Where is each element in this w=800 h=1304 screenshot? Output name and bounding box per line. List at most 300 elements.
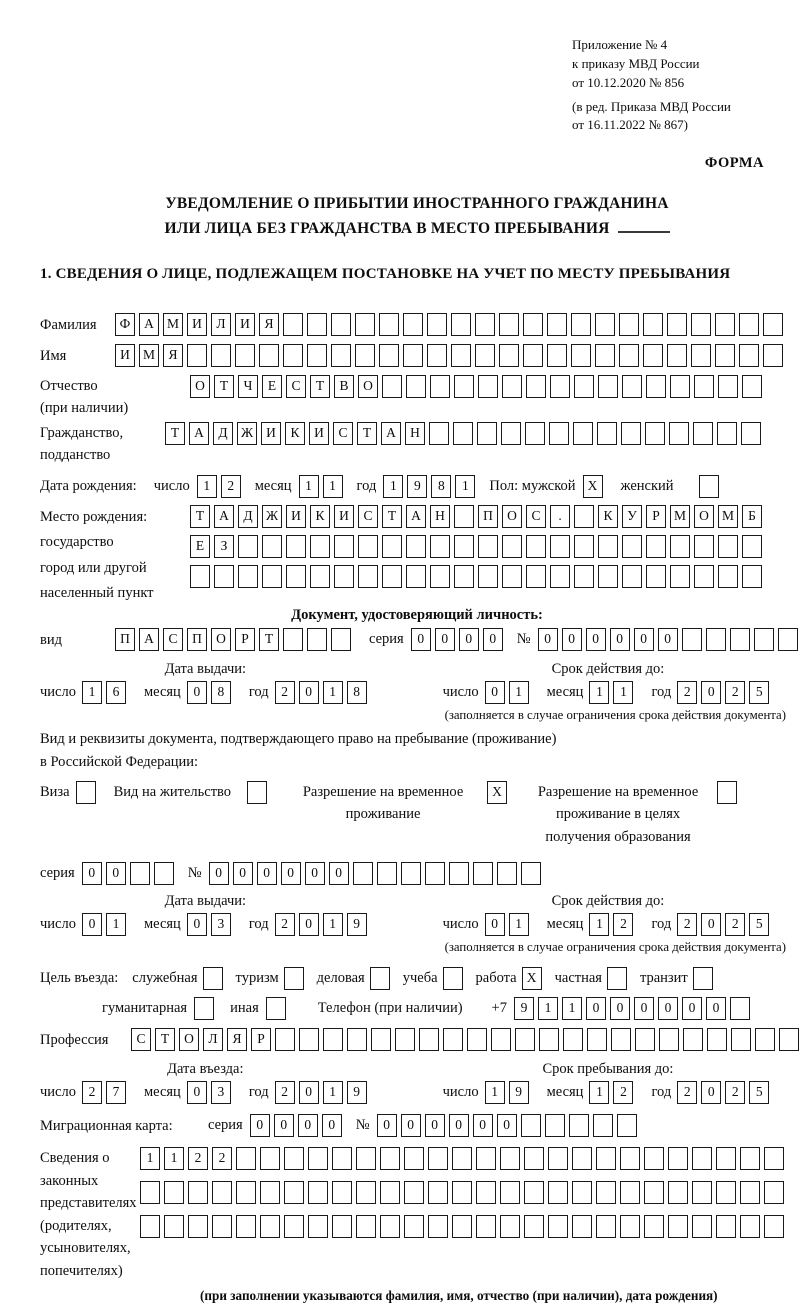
char-box[interactable] — [154, 862, 174, 885]
char-box[interactable]: Я — [163, 344, 183, 367]
char-box[interactable] — [521, 1114, 541, 1137]
char-box[interactable]: 1 — [589, 1081, 609, 1104]
char-box[interactable] — [451, 344, 471, 367]
char-box[interactable] — [358, 535, 378, 558]
char-box[interactable]: О — [211, 628, 231, 651]
char-box[interactable]: 0 — [634, 628, 654, 651]
char-box[interactable] — [308, 1215, 328, 1238]
char-box[interactable] — [741, 422, 761, 445]
char-box[interactable] — [659, 1028, 679, 1051]
char-box[interactable] — [621, 422, 641, 445]
char-box[interactable] — [524, 1181, 544, 1204]
char-box[interactable]: К — [598, 505, 618, 528]
char-box[interactable] — [617, 1114, 637, 1137]
char-box[interactable]: С — [131, 1028, 151, 1051]
char-box[interactable] — [476, 1215, 496, 1238]
char-box[interactable] — [283, 313, 303, 336]
char-box[interactable] — [718, 565, 738, 588]
char-box[interactable] — [382, 535, 402, 558]
char-box[interactable]: 2 — [275, 913, 295, 936]
char-box[interactable]: 0 — [209, 862, 229, 885]
char-box[interactable] — [717, 781, 737, 804]
char-box[interactable] — [260, 1181, 280, 1204]
char-box[interactable]: П — [187, 628, 207, 651]
char-box[interactable]: 2 — [613, 913, 633, 936]
char-box[interactable] — [706, 628, 726, 651]
char-box[interactable] — [284, 1181, 304, 1204]
char-box[interactable] — [382, 565, 402, 588]
char-box[interactable]: X — [583, 475, 603, 498]
char-box[interactable] — [188, 1215, 208, 1238]
char-box[interactable] — [140, 1215, 160, 1238]
char-box[interactable] — [380, 1215, 400, 1238]
char-box[interactable] — [524, 1215, 544, 1238]
char-box[interactable]: Т — [382, 505, 402, 528]
char-box[interactable]: 9 — [514, 997, 534, 1020]
char-box[interactable]: 0 — [682, 997, 702, 1020]
char-box[interactable]: 1 — [106, 913, 126, 936]
char-box[interactable]: 1 — [383, 475, 403, 498]
char-box[interactable]: X — [522, 967, 542, 990]
char-box[interactable] — [548, 1215, 568, 1238]
char-box[interactable] — [478, 535, 498, 558]
char-box[interactable]: П — [115, 628, 135, 651]
char-box[interactable] — [430, 535, 450, 558]
char-box[interactable] — [194, 997, 214, 1020]
char-box[interactable] — [308, 1181, 328, 1204]
char-box[interactable] — [454, 505, 474, 528]
char-box[interactable]: А — [139, 628, 159, 651]
char-box[interactable]: Л — [203, 1028, 223, 1051]
char-box[interactable]: 3 — [211, 913, 231, 936]
char-box[interactable] — [310, 535, 330, 558]
char-box[interactable] — [212, 1181, 232, 1204]
char-box[interactable]: 1 — [140, 1147, 160, 1170]
char-box[interactable]: 0 — [449, 1114, 469, 1137]
char-box[interactable]: С — [286, 375, 306, 398]
char-box[interactable] — [502, 565, 522, 588]
char-box[interactable]: 0 — [377, 1114, 397, 1137]
char-box[interactable]: С — [333, 422, 353, 445]
char-box[interactable]: 0 — [298, 1114, 318, 1137]
char-box[interactable]: 0 — [459, 628, 479, 651]
char-box[interactable]: Д — [238, 505, 258, 528]
char-box[interactable]: А — [139, 313, 159, 336]
char-box[interactable] — [454, 565, 474, 588]
char-box[interactable] — [428, 1215, 448, 1238]
char-box[interactable] — [692, 1181, 712, 1204]
char-box[interactable]: 1 — [589, 913, 609, 936]
char-box[interactable] — [334, 535, 354, 558]
char-box[interactable] — [668, 1215, 688, 1238]
char-box[interactable] — [429, 422, 449, 445]
char-box[interactable] — [539, 1028, 559, 1051]
char-box[interactable]: 0 — [106, 862, 126, 885]
char-box[interactable]: 0 — [257, 862, 277, 885]
char-box[interactable]: 9 — [509, 1081, 529, 1104]
char-box[interactable]: 1 — [509, 913, 529, 936]
char-box[interactable] — [476, 1181, 496, 1204]
char-box[interactable] — [502, 375, 522, 398]
char-box[interactable]: 0 — [562, 628, 582, 651]
char-box[interactable] — [574, 505, 594, 528]
char-box[interactable] — [500, 1181, 520, 1204]
char-box[interactable] — [607, 967, 627, 990]
char-box[interactable]: Ж — [237, 422, 257, 445]
char-box[interactable] — [404, 1215, 424, 1238]
char-box[interactable] — [478, 565, 498, 588]
char-box[interactable] — [569, 1114, 589, 1137]
char-box[interactable]: О — [502, 505, 522, 528]
char-box[interactable] — [499, 313, 519, 336]
char-box[interactable]: 5 — [749, 681, 769, 704]
char-box[interactable] — [451, 313, 471, 336]
char-box[interactable]: 2 — [221, 475, 241, 498]
char-box[interactable] — [238, 565, 258, 588]
char-box[interactable] — [523, 344, 543, 367]
char-box[interactable] — [286, 535, 306, 558]
char-box[interactable] — [356, 1215, 376, 1238]
char-box[interactable] — [620, 1147, 640, 1170]
char-box[interactable] — [597, 422, 617, 445]
char-box[interactable] — [236, 1147, 256, 1170]
char-box[interactable] — [406, 535, 426, 558]
char-box[interactable]: О — [358, 375, 378, 398]
char-box[interactable]: 1 — [197, 475, 217, 498]
char-box[interactable]: С — [526, 505, 546, 528]
char-box[interactable] — [443, 967, 463, 990]
char-box[interactable] — [526, 565, 546, 588]
char-box[interactable]: 0 — [299, 681, 319, 704]
char-box[interactable] — [454, 375, 474, 398]
char-box[interactable]: Е — [262, 375, 282, 398]
char-box[interactable]: 1 — [485, 1081, 505, 1104]
char-box[interactable]: 0 — [305, 862, 325, 885]
char-box[interactable] — [211, 344, 231, 367]
char-box[interactable] — [331, 344, 351, 367]
char-box[interactable] — [501, 422, 521, 445]
char-box[interactable] — [693, 967, 713, 990]
char-box[interactable] — [644, 1147, 664, 1170]
char-box[interactable] — [643, 344, 663, 367]
char-box[interactable] — [497, 862, 517, 885]
char-box[interactable] — [595, 344, 615, 367]
char-box[interactable] — [694, 535, 714, 558]
char-box[interactable]: 2 — [212, 1147, 232, 1170]
char-box[interactable]: 1 — [589, 681, 609, 704]
char-box[interactable] — [428, 1181, 448, 1204]
char-box[interactable]: 1 — [613, 681, 633, 704]
char-box[interactable] — [526, 375, 546, 398]
char-box[interactable] — [740, 1181, 760, 1204]
char-box[interactable] — [236, 1181, 256, 1204]
char-box[interactable] — [307, 313, 327, 336]
char-box[interactable] — [571, 313, 591, 336]
char-box[interactable] — [453, 422, 473, 445]
char-box[interactable] — [547, 344, 567, 367]
char-box[interactable]: Д — [213, 422, 233, 445]
char-box[interactable]: 0 — [425, 1114, 445, 1137]
char-box[interactable]: 0 — [473, 1114, 493, 1137]
char-box[interactable] — [730, 628, 750, 651]
char-box[interactable] — [754, 628, 774, 651]
char-box[interactable]: 1 — [562, 997, 582, 1020]
char-box[interactable]: 0 — [586, 997, 606, 1020]
char-box[interactable]: 1 — [538, 997, 558, 1020]
char-box[interactable] — [307, 628, 327, 651]
char-box[interactable]: 0 — [701, 913, 721, 936]
char-box[interactable] — [596, 1181, 616, 1204]
char-box[interactable] — [331, 313, 351, 336]
char-box[interactable] — [778, 628, 798, 651]
char-box[interactable]: Ф — [115, 313, 135, 336]
char-box[interactable]: И — [261, 422, 281, 445]
char-box[interactable] — [331, 628, 351, 651]
char-box[interactable] — [452, 1147, 472, 1170]
char-box[interactable] — [764, 1181, 784, 1204]
char-box[interactable] — [620, 1215, 640, 1238]
char-box[interactable] — [611, 1028, 631, 1051]
char-box[interactable]: З — [214, 535, 234, 558]
char-box[interactable] — [550, 565, 570, 588]
char-box[interactable] — [526, 535, 546, 558]
char-box[interactable]: 0 — [610, 997, 630, 1020]
char-box[interactable]: 2 — [613, 1081, 633, 1104]
char-box[interactable] — [646, 535, 666, 558]
char-box[interactable] — [284, 967, 304, 990]
char-box[interactable] — [499, 344, 519, 367]
char-box[interactable]: И — [115, 344, 135, 367]
char-box[interactable]: 8 — [347, 681, 367, 704]
char-box[interactable] — [622, 535, 642, 558]
char-box[interactable] — [473, 862, 493, 885]
char-box[interactable]: . — [550, 505, 570, 528]
char-box[interactable]: М — [670, 505, 690, 528]
char-box[interactable] — [262, 535, 282, 558]
char-box[interactable]: 9 — [347, 1081, 367, 1104]
char-box[interactable]: 0 — [187, 681, 207, 704]
char-box[interactable]: 1 — [82, 681, 102, 704]
char-box[interactable] — [668, 1181, 688, 1204]
char-box[interactable] — [310, 565, 330, 588]
char-box[interactable] — [500, 1215, 520, 1238]
char-box[interactable] — [370, 967, 390, 990]
char-box[interactable]: 5 — [749, 913, 769, 936]
char-box[interactable]: 0 — [485, 681, 505, 704]
char-box[interactable] — [694, 565, 714, 588]
char-box[interactable] — [347, 1028, 367, 1051]
char-box[interactable] — [332, 1215, 352, 1238]
char-box[interactable] — [403, 344, 423, 367]
char-box[interactable] — [598, 565, 618, 588]
char-box[interactable] — [683, 1028, 703, 1051]
char-box[interactable]: 2 — [82, 1081, 102, 1104]
char-box[interactable] — [691, 313, 711, 336]
char-box[interactable] — [699, 475, 719, 498]
char-box[interactable] — [547, 313, 567, 336]
char-box[interactable] — [572, 1181, 592, 1204]
char-box[interactable] — [731, 1028, 751, 1051]
char-box[interactable] — [356, 1147, 376, 1170]
char-box[interactable]: 0 — [187, 1081, 207, 1104]
char-box[interactable] — [669, 422, 689, 445]
char-box[interactable] — [764, 1147, 784, 1170]
char-box[interactable] — [670, 375, 690, 398]
char-box[interactable]: Н — [430, 505, 450, 528]
char-box[interactable] — [130, 862, 150, 885]
char-box[interactable]: И — [309, 422, 329, 445]
char-box[interactable] — [371, 1028, 391, 1051]
char-box[interactable] — [425, 862, 445, 885]
char-box[interactable]: 9 — [407, 475, 427, 498]
char-box[interactable] — [668, 1147, 688, 1170]
char-box[interactable] — [763, 313, 783, 336]
char-box[interactable]: 0 — [299, 1081, 319, 1104]
char-box[interactable]: 2 — [188, 1147, 208, 1170]
char-box[interactable]: Л — [211, 313, 231, 336]
char-box[interactable] — [717, 422, 737, 445]
char-box[interactable] — [644, 1215, 664, 1238]
char-box[interactable]: 0 — [483, 628, 503, 651]
char-box[interactable]: Р — [235, 628, 255, 651]
char-box[interactable] — [164, 1215, 184, 1238]
char-box[interactable] — [622, 565, 642, 588]
char-box[interactable] — [353, 862, 373, 885]
char-box[interactable] — [715, 313, 735, 336]
char-box[interactable] — [739, 313, 759, 336]
char-box[interactable] — [693, 422, 713, 445]
char-box[interactable] — [670, 535, 690, 558]
char-box[interactable] — [260, 1147, 280, 1170]
char-box[interactable]: 0 — [299, 913, 319, 936]
char-box[interactable] — [475, 344, 495, 367]
char-box[interactable] — [635, 1028, 655, 1051]
char-box[interactable] — [395, 1028, 415, 1051]
char-box[interactable]: У — [622, 505, 642, 528]
char-box[interactable]: И — [187, 313, 207, 336]
char-box[interactable] — [308, 1147, 328, 1170]
char-box[interactable]: И — [286, 505, 306, 528]
char-box[interactable]: 1 — [323, 913, 343, 936]
char-box[interactable] — [377, 862, 397, 885]
char-box[interactable] — [563, 1028, 583, 1051]
char-box[interactable] — [548, 1147, 568, 1170]
char-box[interactable]: Т — [214, 375, 234, 398]
char-box[interactable] — [718, 375, 738, 398]
char-box[interactable] — [467, 1028, 487, 1051]
char-box[interactable] — [380, 1181, 400, 1204]
title-blank-underline[interactable] — [618, 219, 670, 233]
char-box[interactable] — [574, 375, 594, 398]
char-box[interactable] — [452, 1215, 472, 1238]
char-box[interactable]: 0 — [274, 1114, 294, 1137]
char-box[interactable] — [523, 313, 543, 336]
char-box[interactable] — [742, 535, 762, 558]
char-box[interactable] — [596, 1147, 616, 1170]
char-box[interactable]: 1 — [455, 475, 475, 498]
char-box[interactable]: Н — [405, 422, 425, 445]
char-box[interactable]: Т — [357, 422, 377, 445]
char-box[interactable] — [491, 1028, 511, 1051]
char-box[interactable] — [646, 565, 666, 588]
char-box[interactable]: 0 — [497, 1114, 517, 1137]
char-box[interactable]: 0 — [634, 997, 654, 1020]
char-box[interactable] — [571, 344, 591, 367]
char-box[interactable] — [404, 1181, 424, 1204]
char-box[interactable] — [691, 344, 711, 367]
char-box[interactable] — [587, 1028, 607, 1051]
char-box[interactable]: 2 — [275, 681, 295, 704]
char-box[interactable] — [549, 422, 569, 445]
char-box[interactable] — [430, 375, 450, 398]
char-box[interactable] — [203, 967, 223, 990]
char-box[interactable] — [670, 565, 690, 588]
char-box[interactable] — [692, 1215, 712, 1238]
char-box[interactable] — [427, 313, 447, 336]
char-box[interactable]: Я — [227, 1028, 247, 1051]
char-box[interactable]: А — [406, 505, 426, 528]
char-box[interactable] — [667, 313, 687, 336]
char-box[interactable] — [401, 862, 421, 885]
char-box[interactable] — [646, 375, 666, 398]
char-box[interactable]: О — [694, 505, 714, 528]
char-box[interactable] — [550, 375, 570, 398]
char-box[interactable] — [275, 1028, 295, 1051]
char-box[interactable] — [716, 1147, 736, 1170]
char-box[interactable] — [755, 1028, 775, 1051]
char-box[interactable]: 9 — [347, 913, 367, 936]
char-box[interactable]: 2 — [725, 913, 745, 936]
char-box[interactable]: 0 — [329, 862, 349, 885]
char-box[interactable] — [164, 1181, 184, 1204]
char-box[interactable]: Т — [310, 375, 330, 398]
char-box[interactable]: 0 — [322, 1114, 342, 1137]
char-box[interactable]: М — [718, 505, 738, 528]
char-box[interactable] — [574, 535, 594, 558]
char-box[interactable]: С — [163, 628, 183, 651]
char-box[interactable] — [475, 313, 495, 336]
char-box[interactable]: М — [163, 313, 183, 336]
char-box[interactable] — [742, 375, 762, 398]
char-box[interactable] — [548, 1181, 568, 1204]
char-box[interactable]: А — [189, 422, 209, 445]
char-box[interactable] — [572, 1147, 592, 1170]
char-box[interactable] — [730, 997, 750, 1020]
char-box[interactable] — [356, 1181, 376, 1204]
char-box[interactable] — [476, 1147, 496, 1170]
char-box[interactable]: 0 — [610, 628, 630, 651]
char-box[interactable] — [323, 1028, 343, 1051]
char-box[interactable]: Т — [165, 422, 185, 445]
char-box[interactable]: И — [334, 505, 354, 528]
char-box[interactable] — [718, 535, 738, 558]
char-box[interactable] — [419, 1028, 439, 1051]
char-box[interactable]: 1 — [323, 475, 343, 498]
char-box[interactable] — [284, 1215, 304, 1238]
char-box[interactable] — [307, 344, 327, 367]
char-box[interactable]: 0 — [233, 862, 253, 885]
char-box[interactable] — [260, 1215, 280, 1238]
char-box[interactable] — [574, 565, 594, 588]
char-box[interactable] — [380, 1147, 400, 1170]
char-box[interactable]: 2 — [725, 1081, 745, 1104]
char-box[interactable] — [190, 565, 210, 588]
char-box[interactable]: 1 — [323, 681, 343, 704]
char-box[interactable] — [742, 565, 762, 588]
char-box[interactable] — [259, 344, 279, 367]
char-box[interactable]: 2 — [725, 681, 745, 704]
char-box[interactable] — [430, 565, 450, 588]
